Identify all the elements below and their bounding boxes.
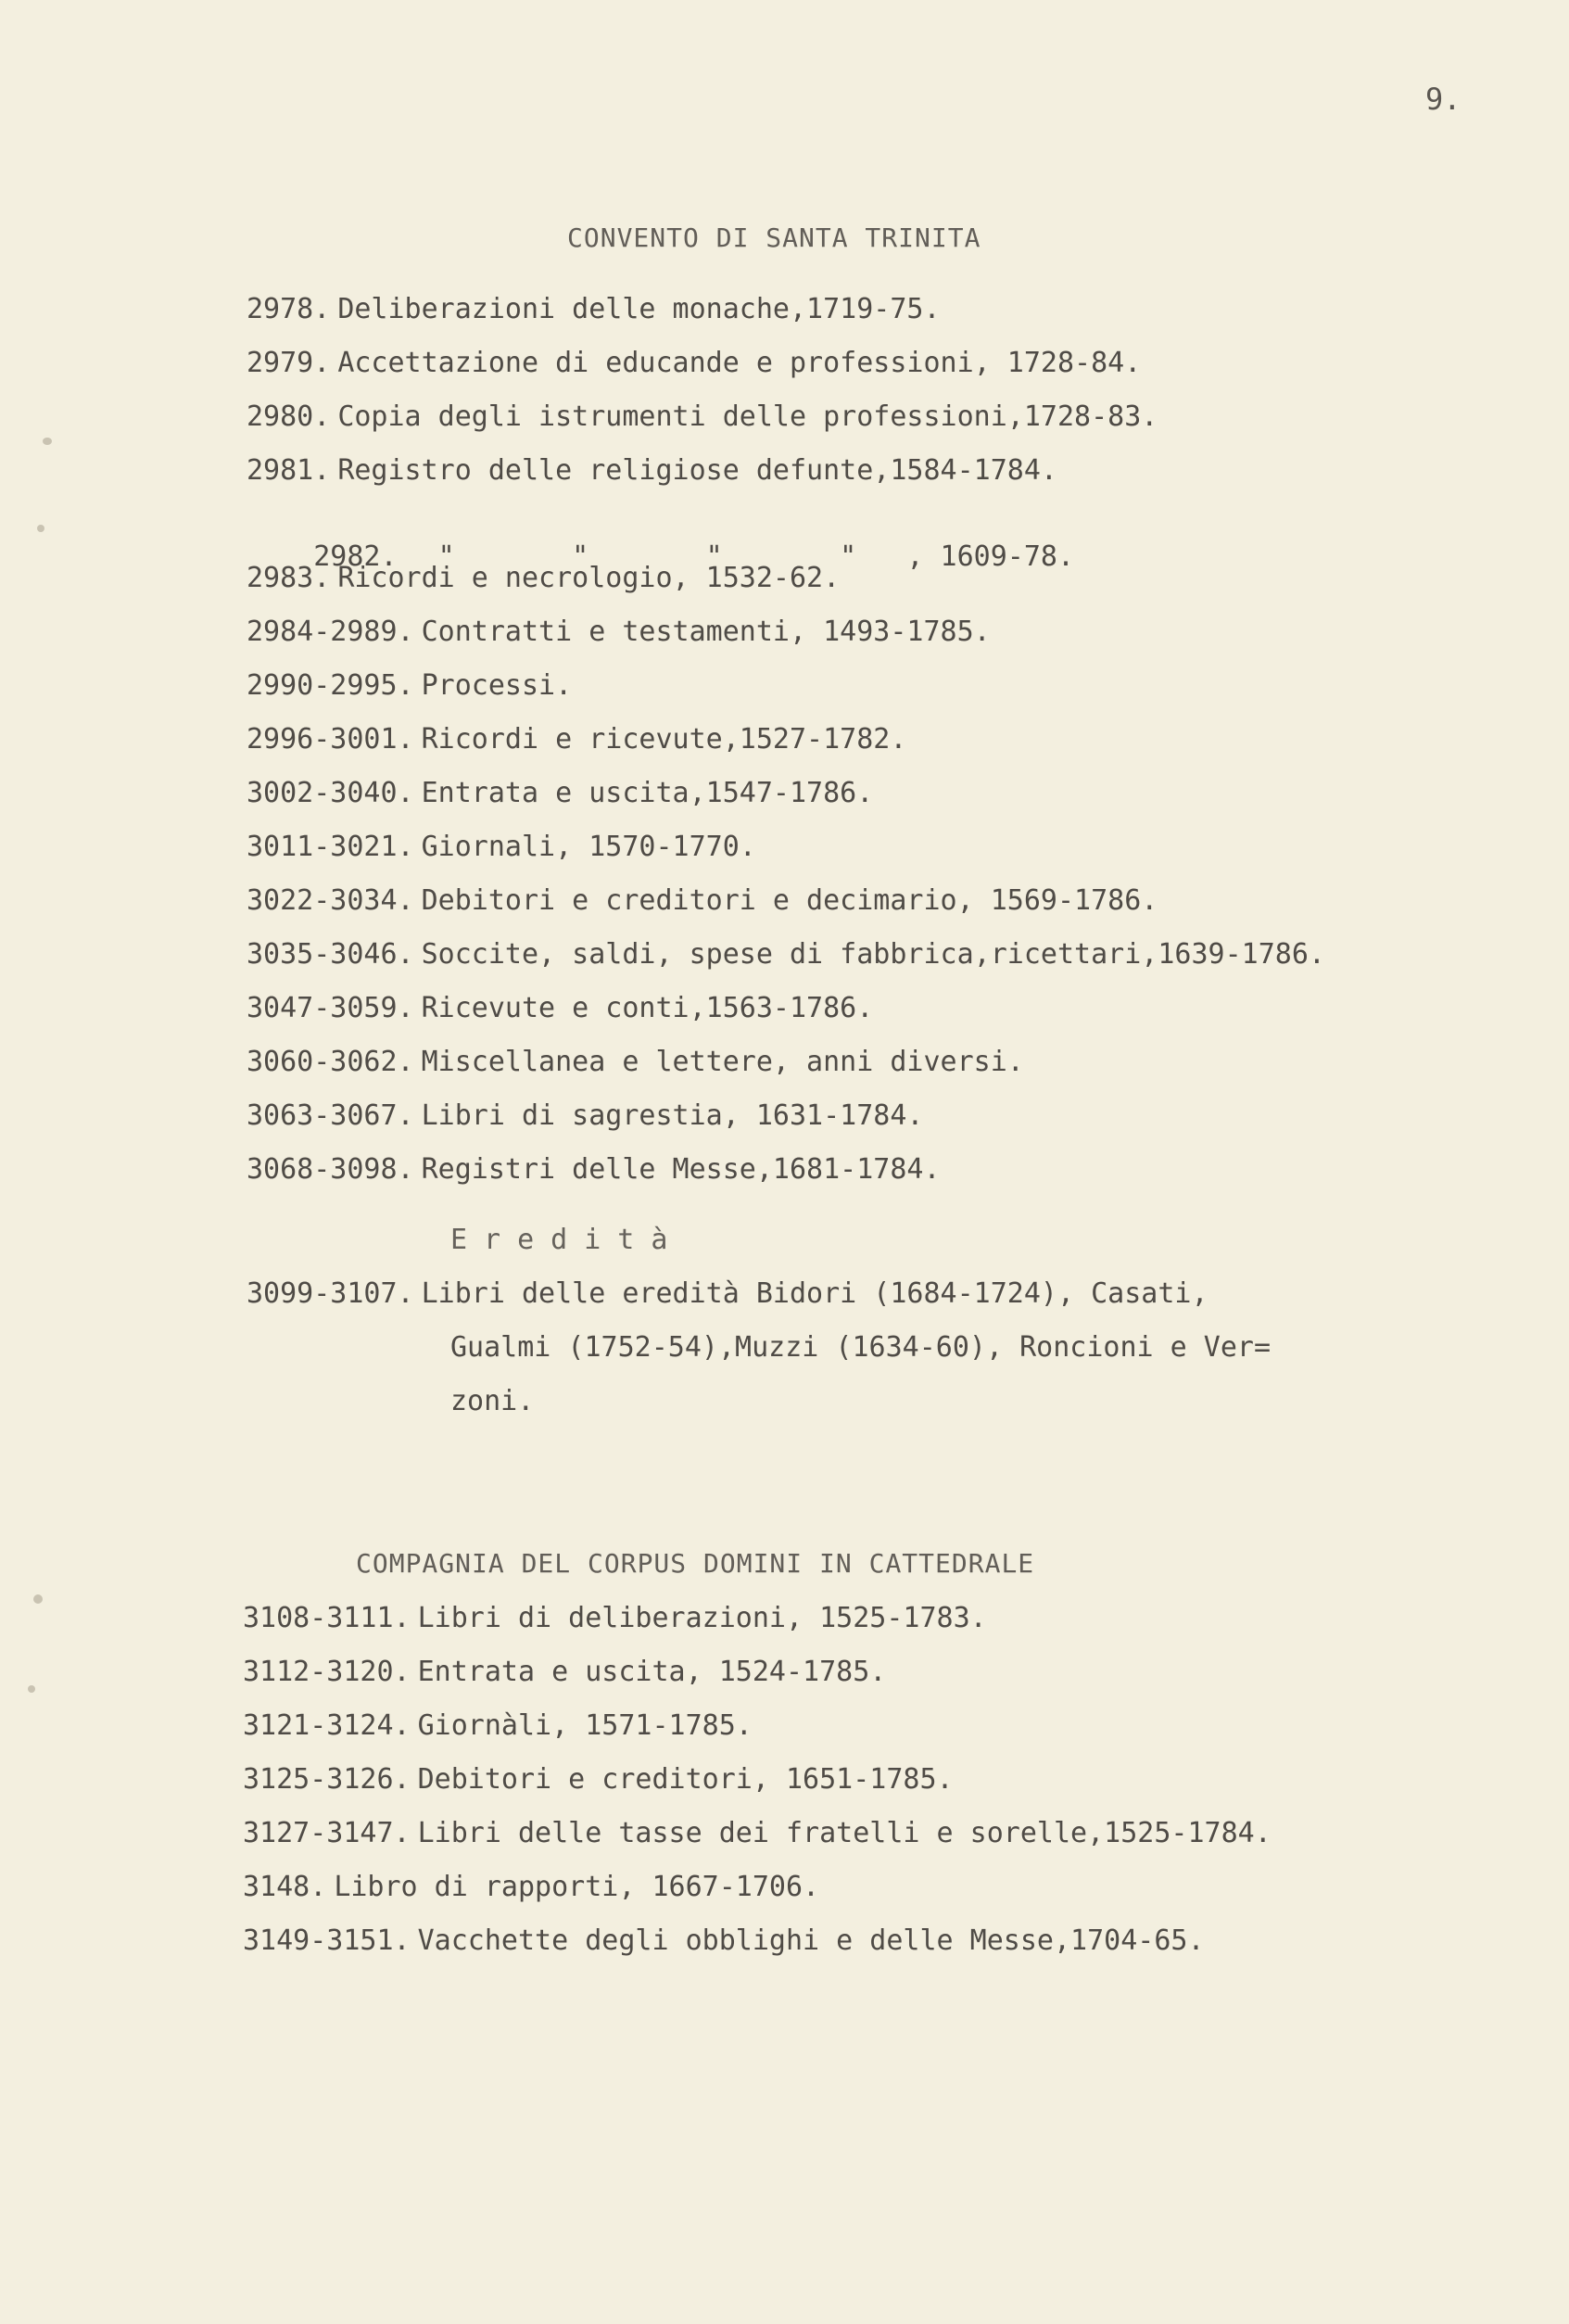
list-item [247, 777, 873, 809]
entry-text: Libri di sagrestia, 1631-1784. [421, 1099, 924, 1132]
list-item [247, 723, 906, 756]
entry-text: Soccite, saldi, spese di fabbrica,ricettari,1639-1786. [421, 938, 1325, 971]
entry-text: Registri delle Messe,1681-1784. [421, 1153, 941, 1186]
entry-number: 3047-3059. [247, 992, 414, 1024]
entry-text: Copia degli istrumenti delle professioni,1728-83. [337, 400, 1158, 433]
entry-continuation: zoni. [450, 1385, 535, 1417]
entry-text: Vacchette degli obblighi e delle Messe,1704-65. [417, 1924, 1205, 1957]
entry-text: " " " " , 1609-78. [404, 540, 1075, 573]
list-item [247, 616, 991, 648]
entry-text: Ricordi e ricevute,1527-1782. [421, 723, 907, 756]
section-title-corpus-domini: COMPAGNIA DEL CORPUS DOMINI IN CATTEDRALE [356, 1548, 1035, 1579]
punch-hole-mark [43, 438, 52, 445]
entry-number: 2979. [247, 347, 331, 379]
list-item [243, 1817, 1272, 1849]
list-item [247, 293, 941, 325]
entry-number: 3121-3124. [243, 1709, 411, 1742]
entry-text: Ricevute e conti,1563-1786. [421, 992, 874, 1024]
entry-number: 3060-3062. [247, 1046, 414, 1078]
entry-text: Entrata e uscita, 1524-1785. [417, 1656, 887, 1688]
list-item [243, 1871, 819, 1903]
list-item [247, 669, 572, 702]
entry-number: 2984-2989. [247, 616, 414, 648]
list-item [243, 1763, 954, 1796]
list-item [247, 400, 1158, 433]
list-item [247, 347, 1141, 379]
entry-number: 2983. [247, 562, 331, 594]
entry-text: Miscellanea e lettere, anni diversi. [421, 1046, 1024, 1078]
section-title-santa-trinita: CONVENTO DI SANTA TRINITA [567, 222, 981, 253]
punch-hole-mark [37, 525, 44, 532]
entry-text: Giornàli, 1571-1785. [417, 1709, 753, 1742]
entry-number: 3002-3040. [247, 777, 414, 809]
entry-number: 3127-3147. [243, 1817, 411, 1849]
entry-text: Giornali, 1570-1770. [421, 831, 756, 863]
entry-number: 3099-3107. [247, 1277, 414, 1310]
entry-text: Ricordi e necrologio, 1532-62. [337, 562, 841, 594]
entry-number: 3108-3111. [243, 1602, 411, 1634]
entry-text: Libri delle tasse dei fratelli e sorelle,1525-1784. [417, 1817, 1272, 1849]
list-item [247, 884, 1158, 917]
list-item [243, 1656, 886, 1688]
list-item [243, 1709, 753, 1742]
entry-text: Debitori e creditori e decimario, 1569-1786. [421, 884, 1158, 917]
entry-number: 3112-3120. [243, 1656, 411, 1688]
entry-number: 3068-3098. [247, 1153, 414, 1186]
entry-text: Entrata e uscita,1547-1786. [421, 777, 874, 809]
entry-number: 3149-3151. [243, 1924, 411, 1957]
punch-hole-mark [33, 1594, 43, 1604]
list-item [247, 1046, 1024, 1078]
list-item [247, 454, 1057, 487]
entry-continuation: Gualmi (1752-54),Muzzi (1634-60), Roncioni e Ver= [450, 1331, 1272, 1364]
entry-text: Processi. [421, 669, 573, 702]
entry-number: 3125-3126. [243, 1763, 411, 1796]
list-item [247, 992, 873, 1024]
entry-text: Accettazione di educande e professioni, 1728-84. [337, 347, 1142, 379]
entry-number: 2978. [247, 293, 331, 325]
entry-text: Libri delle eredità Bidori (1684-1724), Casati, [421, 1277, 1208, 1310]
entry-number: 2982. [313, 540, 398, 573]
entry-text: Libri di deliberazioni, 1525-1783. [417, 1602, 987, 1634]
list-item [247, 1153, 941, 1186]
entry-number: 2980. [247, 400, 331, 433]
list-item [247, 831, 756, 863]
list-item [247, 1099, 923, 1132]
entry-number: 2981. [247, 454, 331, 487]
list-item [247, 562, 840, 594]
list-item [247, 938, 1325, 971]
entry-text: Contratti e testamenti, 1493-1785. [421, 616, 991, 648]
page-number: 9. [1425, 82, 1461, 117]
entry-number: 3063-3067. [247, 1099, 414, 1132]
list-item [247, 1277, 1208, 1310]
entry-number: 3011-3021. [247, 831, 414, 863]
entry-number: 3035-3046. [247, 938, 414, 971]
entry-text: Registro delle religiose defunte,1584-1784. [337, 454, 1057, 487]
punch-hole-mark [28, 1685, 35, 1693]
entry-text: Debitori e creditori, 1651-1785. [417, 1763, 954, 1796]
list-item [243, 1924, 1205, 1957]
entry-number: 2990-2995. [247, 669, 414, 702]
entry-number: 3148. [243, 1871, 327, 1903]
entry-text: Libro di rapporti, 1667-1706. [334, 1871, 820, 1903]
entry-number: 2996-3001. [247, 723, 414, 756]
subheading-eredita: Eredità [450, 1224, 685, 1256]
list-item [243, 1602, 987, 1634]
entry-text: Deliberazioni delle monache,1719-75. [337, 293, 941, 325]
entry-number: 3022-3034. [247, 884, 414, 917]
